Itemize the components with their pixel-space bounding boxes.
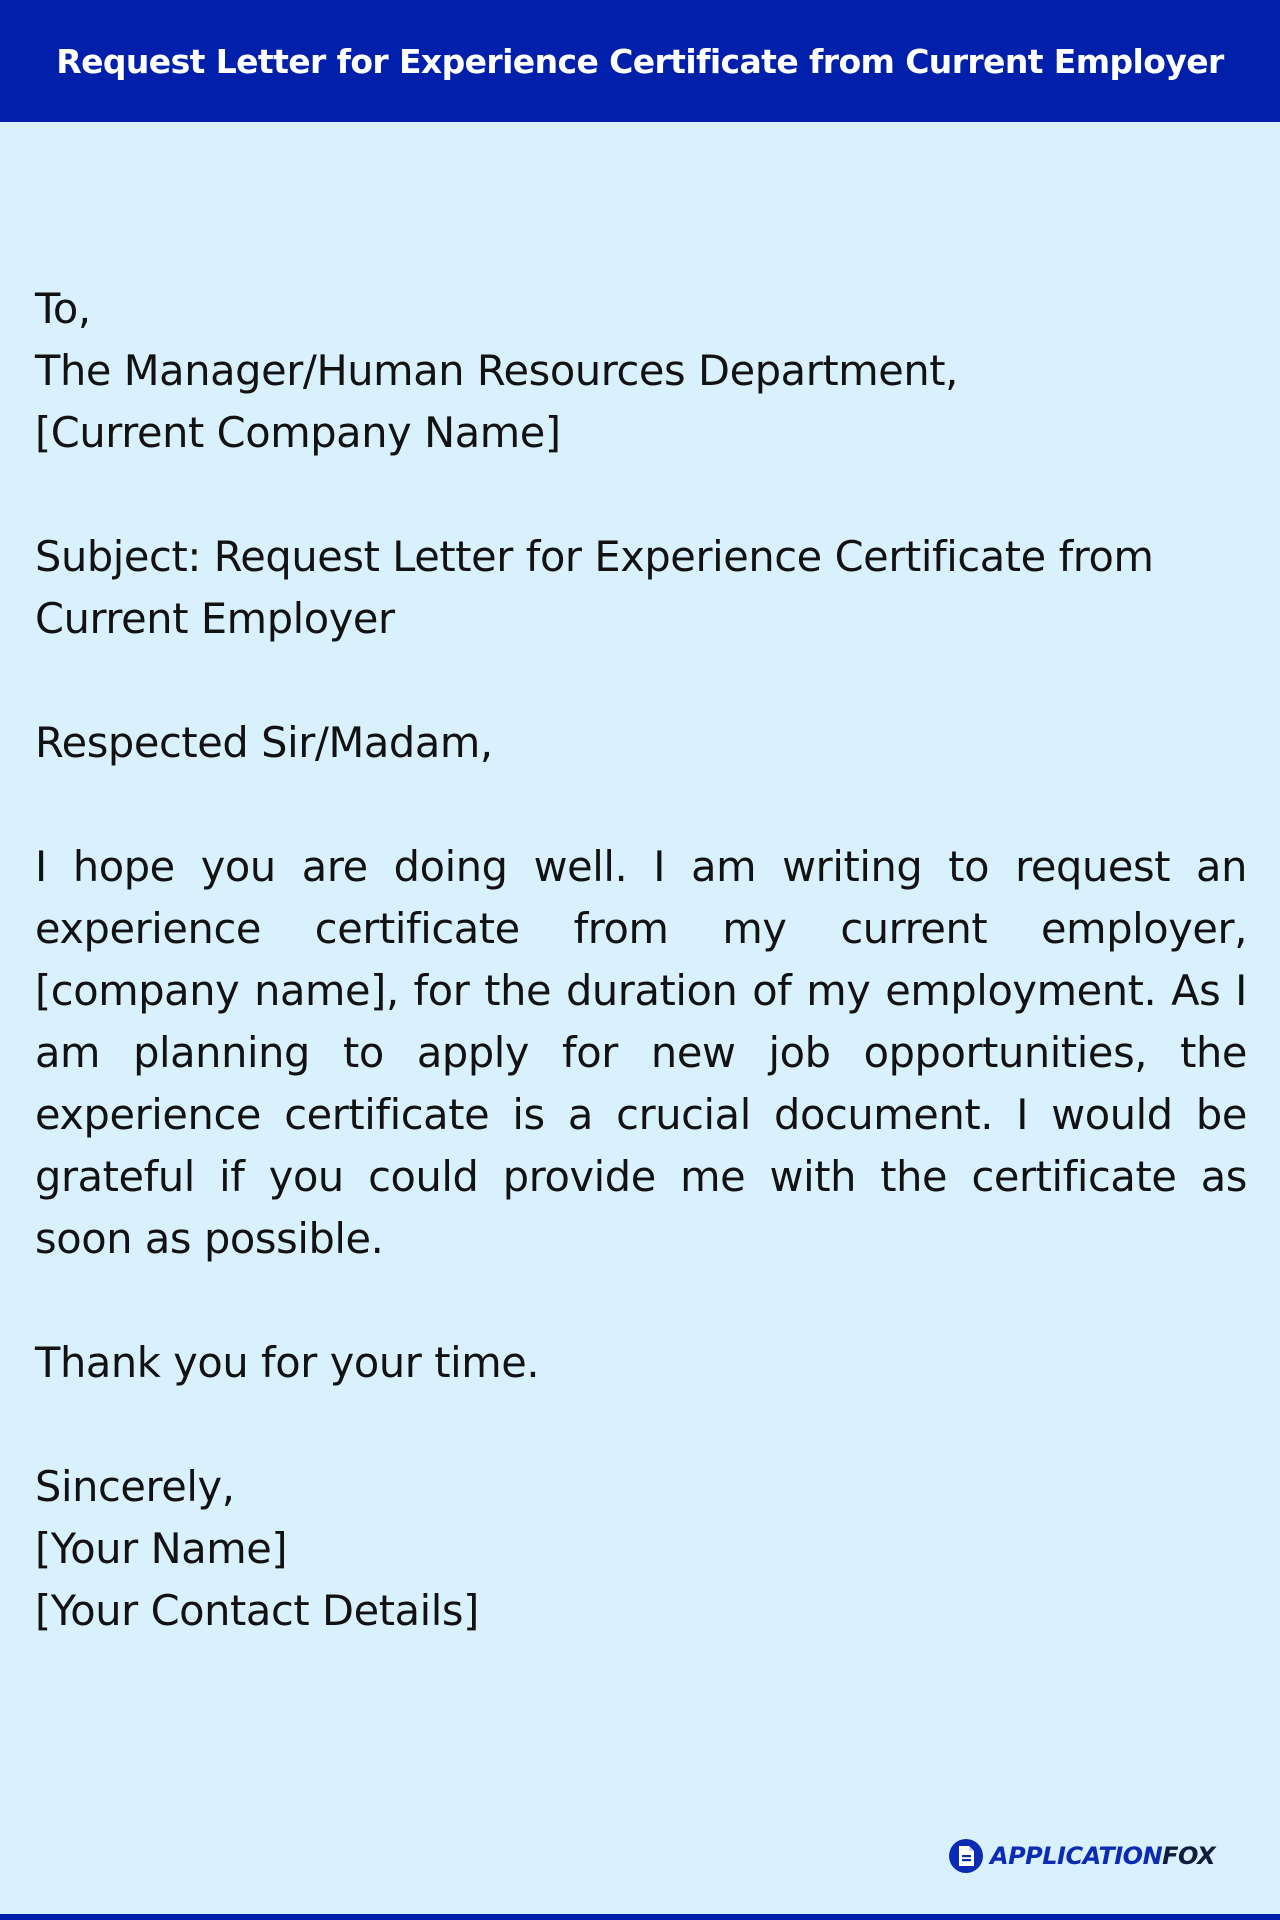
logo-text-fox: FOX (1162, 1842, 1216, 1870)
spacer (35, 1270, 1247, 1332)
closing-contact: [Your Contact Details] (35, 1586, 479, 1635)
page-title: Request Letter for Experience Certificate from Current Employer (56, 41, 1224, 81)
footer-bar (0, 1914, 1280, 1920)
closing-signoff: Sincerely, (35, 1462, 235, 1511)
recipient-to: To, (35, 284, 91, 333)
subject-block (35, 526, 1247, 650)
closing-name: [Your Name] (35, 1524, 288, 1573)
document-icon (948, 1838, 984, 1874)
applicationfox-logo (948, 1836, 1215, 1876)
logo-wordmark (990, 1842, 1215, 1870)
thanks-line: Thank you for your time. (35, 1338, 540, 1387)
recipient-company: [Current Company Name] (35, 408, 561, 457)
spacer (35, 1394, 1247, 1456)
subject-line-1: Subject: Request Letter for Experience Certificate from (35, 532, 1154, 581)
page-header (0, 0, 1280, 122)
subject-line-2: Current Employer (35, 594, 395, 643)
recipient-department: The Manager/Human Resources Department, (35, 346, 958, 395)
logo-text-application: APPLICATION (990, 1842, 1163, 1870)
recipient-block (35, 278, 1247, 464)
spacer (35, 650, 1247, 712)
spacer (35, 464, 1247, 526)
greeting: Respected Sir/Madam, (35, 718, 493, 767)
closing-block (35, 1456, 1247, 1642)
body-paragraph: I hope you are doing well. I am writing to request an experience certificate from my current employer, [company name], for the duration of my employment. As I am planning to apply for new job opportunities, the experience certificate is a crucial document. I would be grateful if you could provide me with the certificate as soon as possible. (35, 842, 1247, 1263)
spacer (35, 774, 1247, 836)
letter-body (35, 278, 1247, 1642)
